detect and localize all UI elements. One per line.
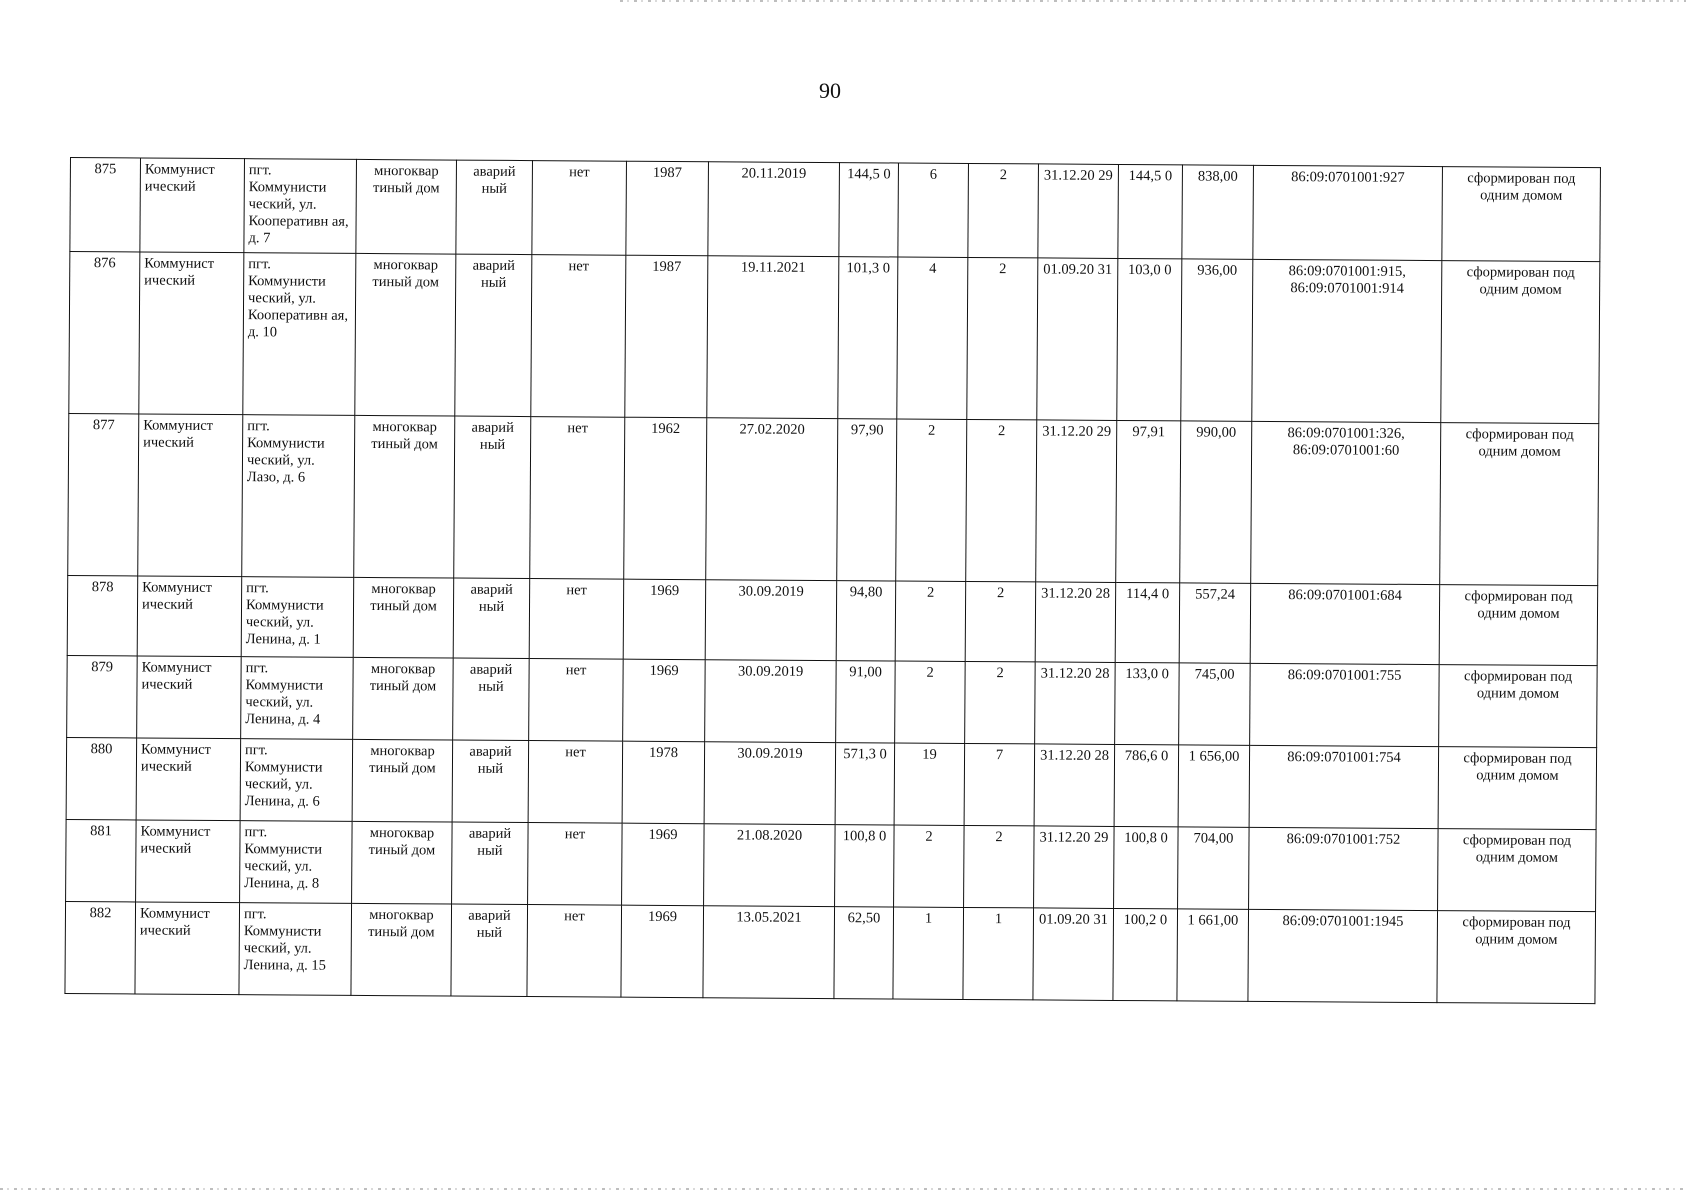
condition-cell: аварий ный	[453, 578, 530, 659]
table-row	[65, 901, 1596, 1003]
area2-cell: 97,91	[1116, 420, 1181, 582]
row-number: 877	[68, 413, 139, 575]
area-cell: 101,3 0	[838, 257, 898, 419]
address-cell: пгт. Коммунисти ческий, ул. Кооперативн ая, д. 10	[243, 253, 356, 416]
cadastral-number-cell: 86:09:0701001:1945	[1248, 909, 1438, 1002]
table-row	[67, 575, 1597, 665]
area-cell: 571,3 0	[835, 743, 895, 825]
land-area-cell: 990,00	[1180, 421, 1252, 583]
housing-register-table	[64, 157, 1601, 1004]
cadastral-number-cell: 86:09:0701001:927	[1253, 165, 1443, 260]
cadastral-number-cell: 86:09:0701001:326, 86:09:0701001:60	[1251, 421, 1441, 584]
row-number: 881	[66, 819, 137, 901]
district-cell: Коммунист ический	[137, 656, 242, 739]
residents-cell: 2	[896, 419, 967, 581]
row-number: 878	[67, 575, 138, 655]
area2-cell: 133,0 0	[1115, 662, 1180, 744]
address-cell: пгт. Коммунисти ческий, ул. Ленина, д. 8	[240, 821, 353, 904]
condition-cell: аварий ный	[456, 160, 533, 255]
area-cell: 97,90	[837, 419, 897, 581]
status-cell: сформирован под одним домом	[1439, 665, 1598, 748]
land-area-cell: 557,24	[1179, 583, 1251, 663]
units-cell: 2	[965, 661, 1036, 743]
table-row	[66, 819, 1597, 911]
district-cell: Коммунист ический	[139, 252, 244, 415]
area-cell: 91,00	[836, 661, 896, 743]
row-number: 879	[67, 655, 138, 737]
year-cell: 1969	[621, 905, 704, 998]
land-area-cell: 1 656,00	[1178, 745, 1250, 827]
scan-edge-top	[620, 0, 1686, 2]
units-cell: 2	[968, 163, 1039, 257]
residents-cell: 2	[895, 581, 966, 661]
area-cell: 100,8 0	[835, 825, 895, 907]
status-cell: сформирован под одним домом	[1439, 585, 1598, 666]
house-type-cell: многоквар тиный дом	[356, 159, 457, 254]
flag-cell: нет	[531, 255, 626, 418]
address-cell: пгт. Коммунисти ческий, ул. Ленина, д. 6	[240, 739, 353, 822]
cadastral-number-cell: 86:09:0701001:915, 86:09:0701001:914	[1252, 259, 1442, 422]
land-area-cell: 936,00	[1181, 259, 1253, 421]
date-cell: 30.09.2019	[704, 742, 836, 825]
year-cell: 1969	[623, 579, 706, 660]
table-row	[68, 413, 1599, 585]
address-cell: пгт. Коммунисти ческий, ул. Кооперативн ая, д. 7	[244, 159, 357, 254]
status-cell: сформирован под одним домом	[1440, 423, 1599, 586]
condition-cell: аварий ный	[453, 658, 530, 741]
area2-cell: 100,8 0	[1114, 826, 1179, 908]
residents-cell: 2	[895, 661, 966, 743]
year-cell: 1962	[624, 417, 707, 580]
district-cell: Коммунист ический	[138, 414, 243, 577]
units-cell: 2	[967, 257, 1038, 419]
residents-cell: 19	[894, 743, 965, 825]
flag-cell: нет	[530, 417, 625, 580]
row-number: 882	[65, 901, 136, 993]
date-cell: 19.11.2021	[707, 256, 839, 419]
year-cell: 1969	[623, 659, 706, 742]
date-cell: 20.11.2019	[708, 162, 840, 257]
status-cell: сформирован под одним домом	[1442, 167, 1601, 262]
table-row	[69, 252, 1600, 424]
deadline-cell: 01.09.20 31	[1037, 258, 1118, 421]
deadline-cell: 01.09.20 31	[1033, 908, 1114, 1001]
flag-cell: нет	[527, 905, 622, 998]
address-cell: пгт. Коммунисти ческий, ул. Ленина, д. 1	[241, 577, 354, 658]
area2-cell: 114,4 0	[1115, 582, 1180, 662]
scan-edge-bottom	[0, 1188, 1686, 1190]
page-number: 90	[819, 78, 841, 103]
cadastral-number-cell: 86:09:0701001:752	[1249, 827, 1439, 910]
area2-cell: 786,6 0	[1114, 744, 1179, 826]
condition-cell: аварий ный	[452, 740, 529, 823]
table-row	[66, 737, 1597, 829]
house-type-cell: многоквар тиный дом	[354, 415, 455, 578]
area-cell: 94,80	[836, 581, 896, 661]
condition-cell: аварий ный	[454, 416, 531, 579]
year-cell: 1969	[622, 823, 705, 906]
row-number: 875	[70, 158, 141, 252]
house-type-cell: многоквар тиный дом	[352, 821, 453, 904]
status-cell: сформирован под одним домом	[1438, 829, 1597, 912]
table-row	[67, 655, 1598, 747]
row-number: 880	[66, 737, 137, 819]
address-cell: пгт. Коммунисти ческий, ул. Ленина, д. 15	[239, 903, 352, 996]
house-type-cell: многоквар тиный дом	[353, 577, 454, 658]
condition-cell: аварий ный	[451, 904, 528, 997]
status-cell: сформирован под одним домом	[1441, 261, 1600, 424]
residents-cell: 2	[894, 825, 965, 907]
date-cell: 21.08.2020	[704, 824, 836, 907]
status-cell: сформирован под одним домом	[1438, 747, 1597, 830]
deadline-cell: 31.12.20 29	[1036, 420, 1117, 583]
units-cell: 1	[963, 907, 1034, 999]
cadastral-number-cell: 86:09:0701001:684	[1250, 583, 1440, 664]
units-cell: 2	[965, 581, 1036, 661]
condition-cell: аварий ный	[452, 822, 529, 905]
date-cell: 30.09.2019	[705, 660, 837, 743]
house-type-cell: многоквар тиный дом	[355, 253, 456, 416]
deadline-cell: 31.12.20 28	[1035, 582, 1116, 663]
date-cell: 13.05.2021	[703, 906, 835, 999]
flag-cell: нет	[529, 579, 624, 660]
flag-cell: нет	[529, 659, 624, 742]
residents-cell: 4	[897, 257, 968, 419]
district-cell: Коммунист ический	[136, 738, 241, 821]
area2-cell: 100,2 0	[1113, 908, 1178, 1000]
units-cell: 2	[964, 825, 1035, 907]
area2-cell: 144,5 0	[1118, 164, 1183, 258]
register-body	[65, 158, 1601, 1004]
units-cell: 7	[964, 743, 1035, 825]
status-cell: сформирован под одним домом	[1437, 911, 1596, 1004]
district-cell: Коммунист ический	[140, 158, 245, 253]
house-type-cell: многоквар тиный дом	[352, 739, 453, 822]
row-number: 876	[69, 252, 140, 414]
address-cell: пгт. Коммунисти ческий, ул. Ленина, д. 4	[241, 657, 354, 740]
district-cell: Коммунист ический	[137, 576, 242, 657]
date-cell: 27.02.2020	[706, 418, 838, 581]
residents-cell: 1	[893, 907, 964, 999]
land-area-cell: 838,00	[1182, 165, 1254, 259]
deadline-cell: 31.12.20 29	[1034, 826, 1115, 909]
house-type-cell: многоквар тиный дом	[351, 903, 452, 996]
cadastral-number-cell: 86:09:0701001:754	[1249, 745, 1439, 828]
house-type-cell: многоквар тиный дом	[353, 657, 454, 740]
flag-cell: нет	[532, 161, 627, 256]
area2-cell: 103,0 0	[1117, 258, 1182, 420]
table-row	[70, 158, 1601, 262]
district-cell: Коммунист ический	[135, 902, 240, 995]
land-area-cell: 704,00	[1178, 827, 1250, 909]
year-cell: 1978	[622, 741, 705, 824]
date-cell: 30.09.2019	[705, 580, 837, 661]
flag-cell: нет	[528, 823, 623, 906]
deadline-cell: 31.12.20 28	[1034, 744, 1115, 827]
year-cell: 1987	[625, 255, 708, 418]
land-area-cell: 1 661,00	[1177, 909, 1249, 1001]
district-cell: Коммунист ический	[136, 820, 241, 903]
area-cell: 144,5 0	[839, 163, 899, 257]
year-cell: 1987	[626, 161, 709, 256]
residents-cell: 6	[898, 163, 969, 257]
deadline-cell: 31.12.20 29	[1038, 164, 1119, 259]
cadastral-number-cell: 86:09:0701001:755	[1250, 663, 1440, 746]
flag-cell: нет	[528, 741, 623, 824]
address-cell: пгт. Коммунисти ческий, ул. Лазо, д. 6	[242, 415, 355, 578]
condition-cell: аварий ный	[455, 254, 532, 417]
area-cell: 62,50	[834, 907, 894, 999]
land-area-cell: 745,00	[1179, 663, 1251, 745]
deadline-cell: 31.12.20 28	[1035, 662, 1116, 745]
units-cell: 2	[966, 419, 1037, 581]
